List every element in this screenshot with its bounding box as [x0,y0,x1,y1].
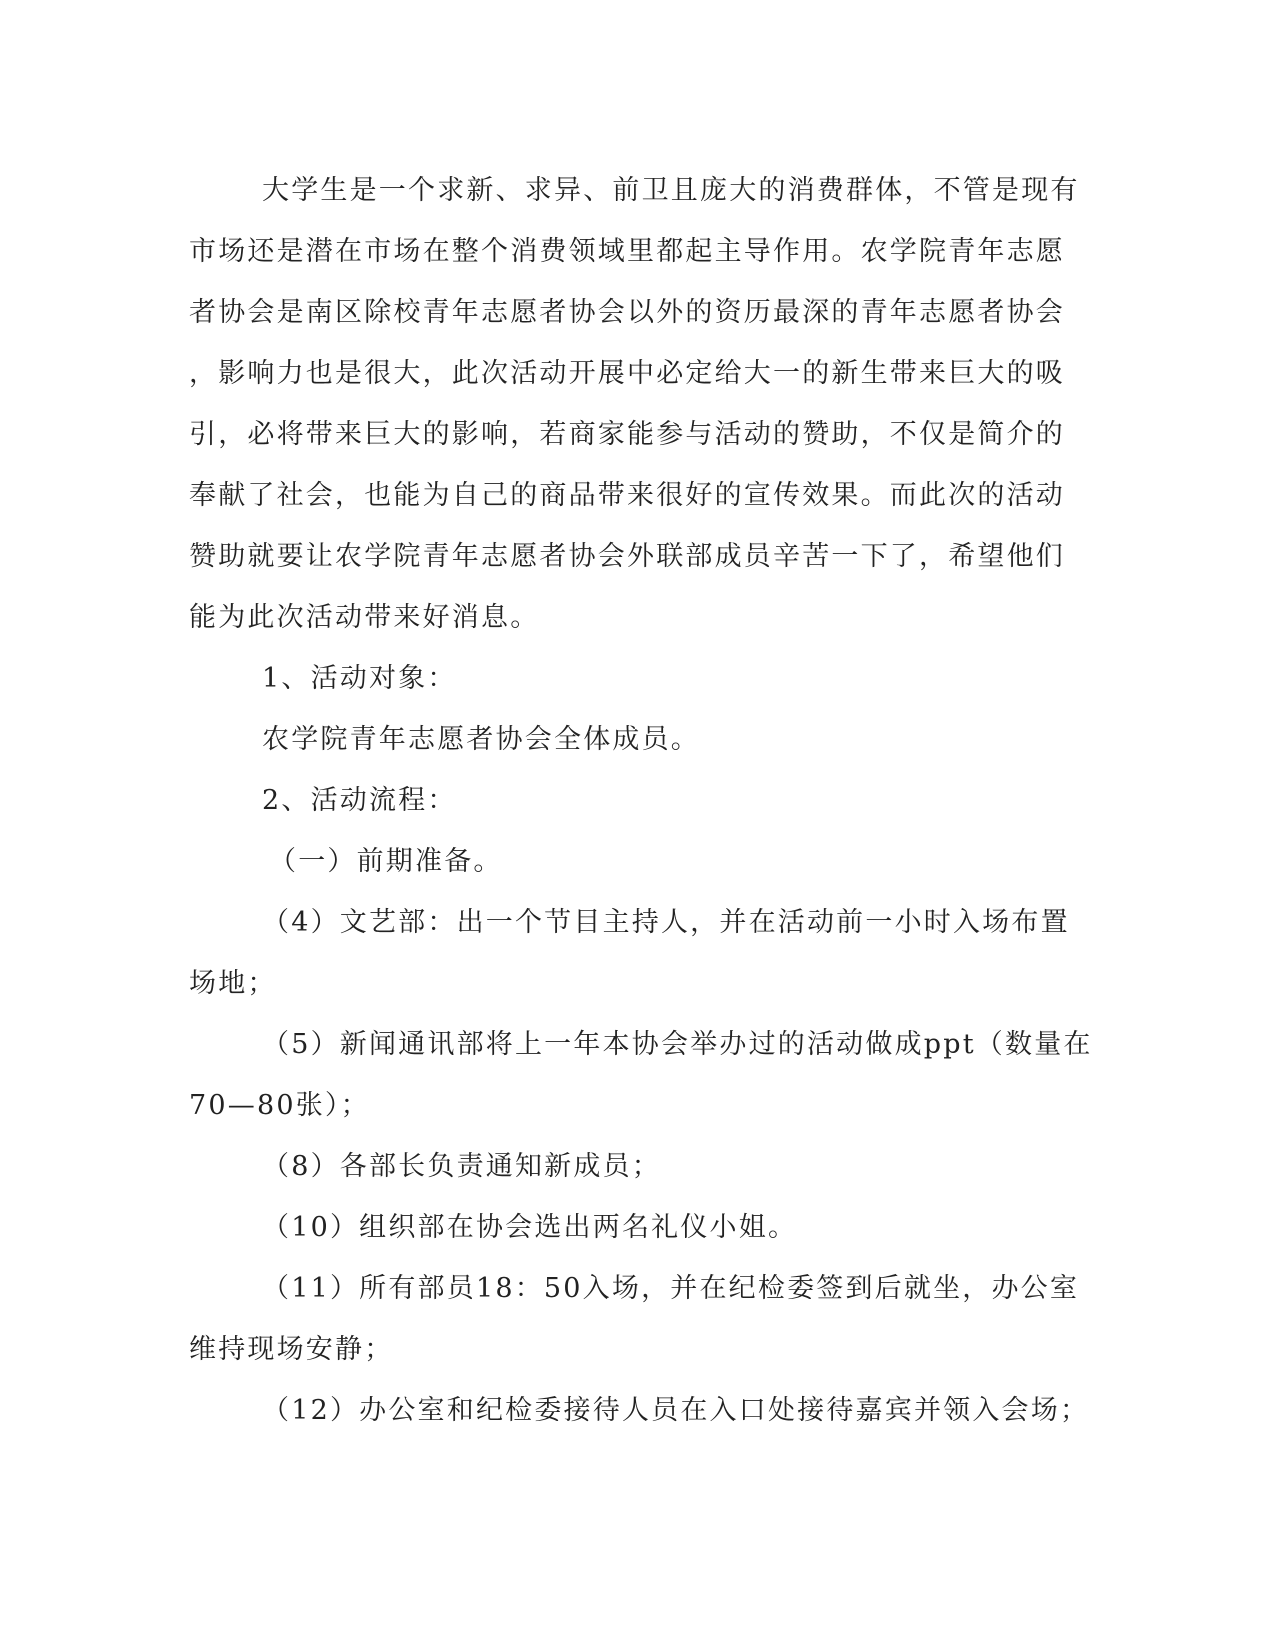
section-heading-activity-target: 1、活动对象： [262,663,457,694]
document-body [189,160,1093,1441]
paragraph-line: 能为此次活动带来好消息。 [189,602,540,633]
paragraph-line: 农学院青年志愿者协会全体成员。 [262,724,700,755]
list-item: （5）新闻通讯部将上一年本协会举办过的活动做成ppt（数量在 [262,1029,1093,1060]
paragraph-line: 赞助就要让农学院青年志愿者协会外联部成员辛苦一下了，希望他们 [189,541,1065,572]
list-item-continuation: 70—80张）； [189,1090,370,1121]
subsection-heading-preparation: （一）前期准备。 [269,846,503,877]
list-item: （8）各部长负责通知新成员； [262,1151,661,1182]
list-item-continuation: 场地； [189,968,277,999]
paragraph-line: 者协会是南区除校青年志愿者协会以外的资历最深的青年志愿者协会 [189,297,1065,328]
list-item: （11）所有部员18：50入场，并在纪检委签到后就坐，办公室 [262,1273,1080,1304]
section-heading-activity-flow: 2、活动流程： [262,785,457,816]
list-item: （10）组织部在协会选出两名礼仪小姐。 [262,1212,798,1243]
paragraph-line: ，影响力也是很大，此次活动开展中必定给大一的新生带来巨大的吸 [189,358,1065,389]
paragraph-line: 大学生是一个求新、求异、前卫且庞大的消费群体，不管是现有 [262,175,1080,206]
paragraph-line: 引，必将带来巨大的影响，若商家能参与活动的赞助，不仅是简介的 [189,419,1065,450]
paragraph-line: 奉献了社会，也能为自己的商品带来很好的宣传效果。而此次的活动 [189,480,1065,511]
paragraph-line: 市场还是潜在市场在整个消费领域里都起主导作用。农学院青年志愿 [189,236,1065,267]
list-item-continuation: 维持现场安静； [189,1334,394,1365]
list-item: （4）文艺部：出一个节目主持人，并在活动前一小时入场布置 [262,907,1070,938]
list-item: （12）办公室和纪检委接待人员在入口处接待嘉宾并领入会场； [262,1395,1090,1426]
